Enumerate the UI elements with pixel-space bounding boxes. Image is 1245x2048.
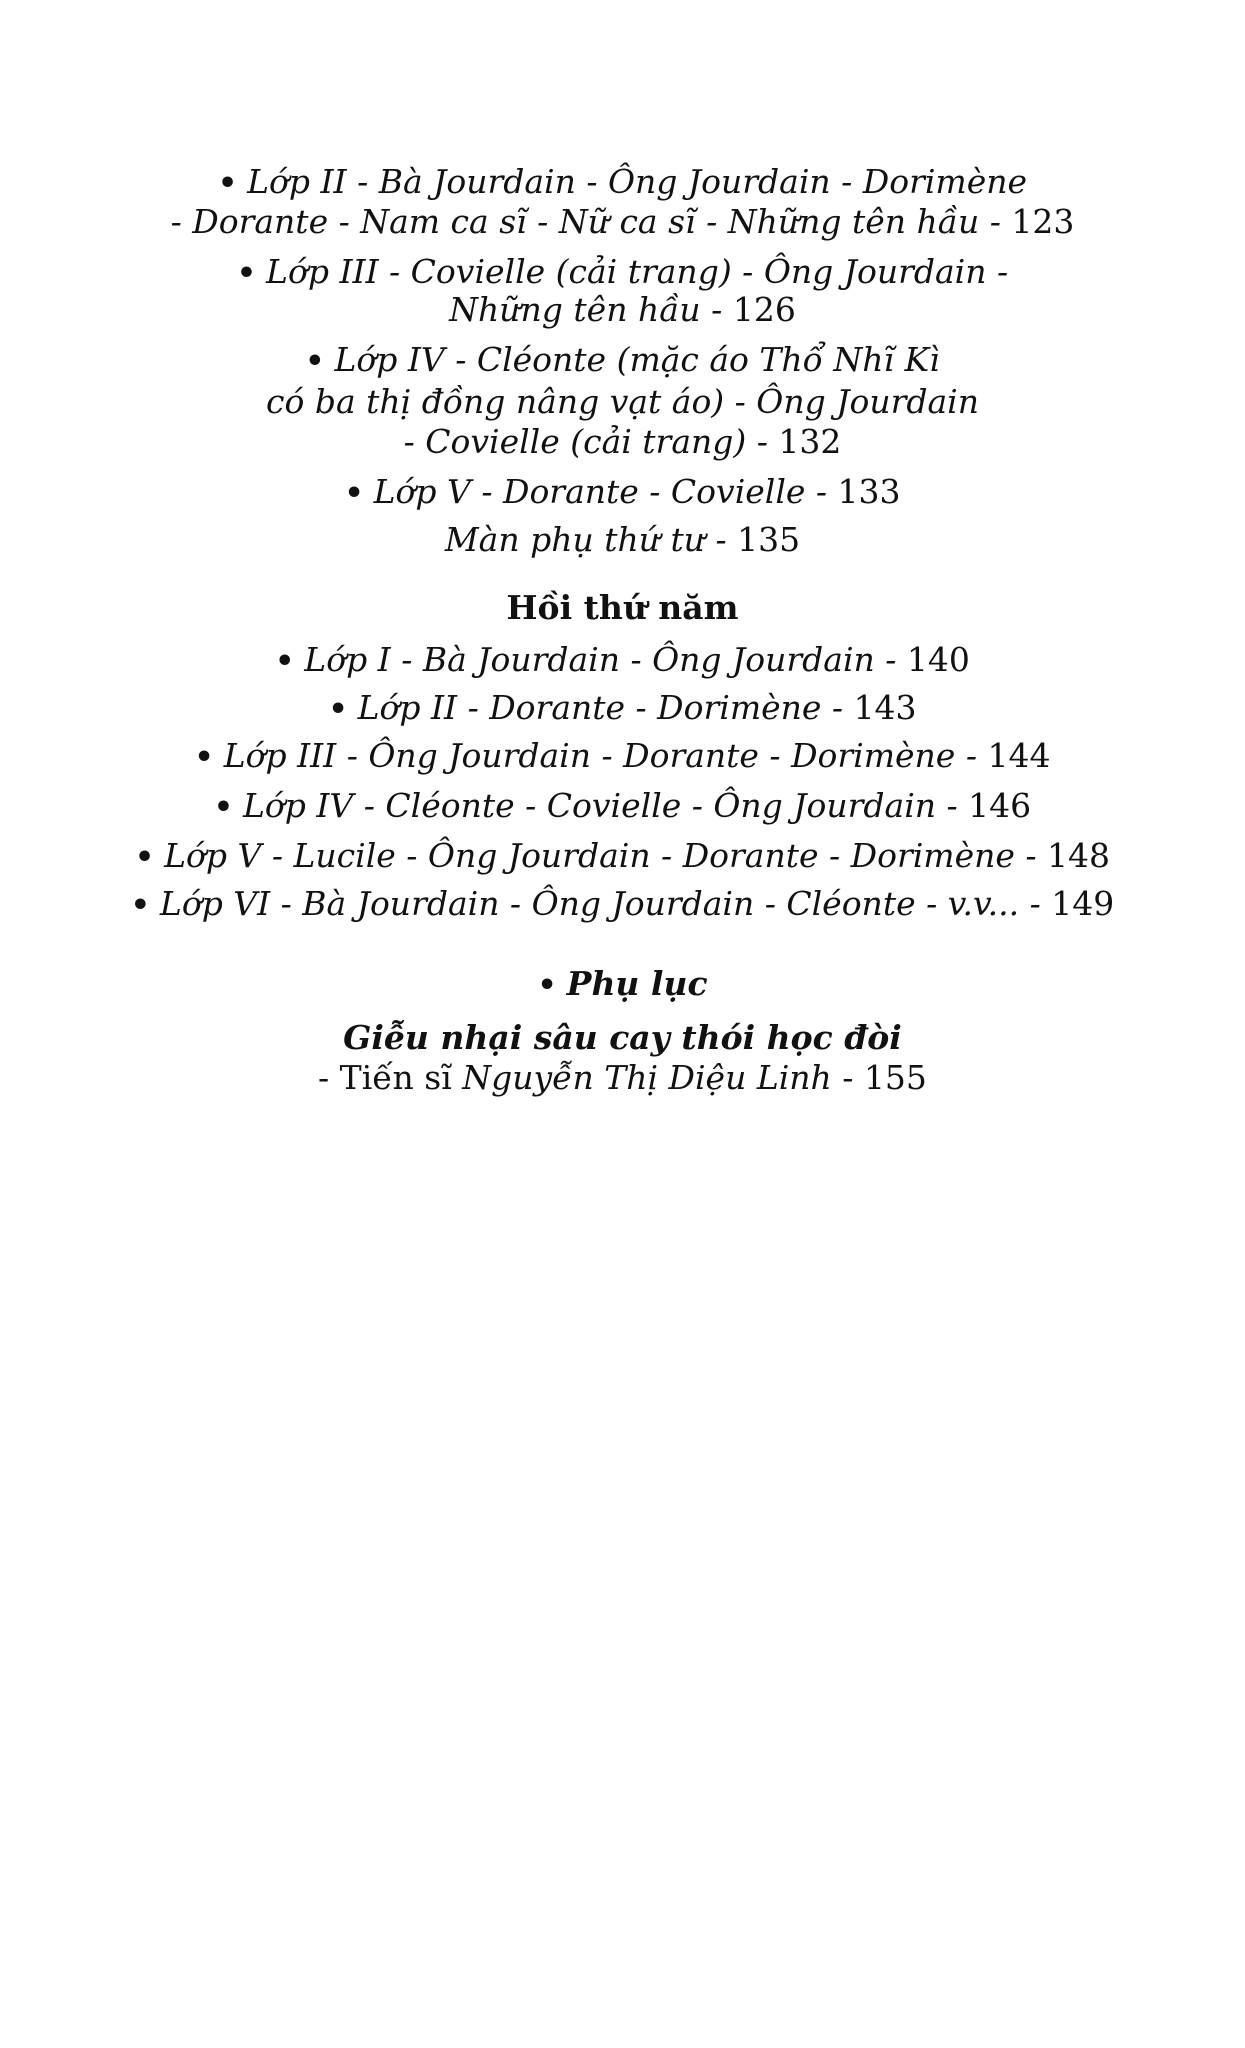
toc-entry-act4-scene3-line2 <box>0 290 1245 330</box>
toc-entry-act5-scene2 <box>0 688 1245 730</box>
entry-text: Lớp IV - Cléonte - Covielle - Ông Jourdain - <box>243 786 969 825</box>
page-number: 140 <box>906 640 970 679</box>
entry-text: Lớp VI - Bà Jourdain - Ông Jourdain - Cléonte - v.v... - <box>159 884 1052 923</box>
toc-entry-act4-scene2-line2 <box>0 202 1245 242</box>
author-separator: - <box>831 1058 864 1097</box>
toc-entry-act4-scene2-line1 <box>0 162 1245 204</box>
entry-text: - Covielle (cải trang) - <box>403 422 779 461</box>
toc-entry-act5-scene1 <box>0 640 1245 682</box>
bullet-icon: • <box>217 166 238 201</box>
toc-entry-act4-interlude <box>0 520 1245 560</box>
bullet-icon: • <box>537 968 557 1003</box>
author-prefix: - Tiến sĩ <box>318 1058 463 1097</box>
page-number: 148 <box>1047 836 1111 875</box>
appendix-heading: Phụ lục <box>566 964 708 1003</box>
entry-text: Lớp III - Ông Jourdain - Dorante - Dorimène - <box>223 736 988 775</box>
appendix-title: Giễu nhại sâu cay thói học đòi <box>343 1018 902 1057</box>
entry-text: Lớp IV - Cléonte (mặc áo Thổ Nhĩ Kì <box>334 340 940 379</box>
bullet-icon: • <box>236 256 257 291</box>
toc-entry-act4-scene4-line3 <box>0 422 1245 462</box>
page-number: 123 <box>1011 202 1075 241</box>
entry-text: Những tên hầu - <box>449 290 733 329</box>
bullet-icon: • <box>275 644 295 679</box>
toc-entry-act4-scene4-line1 <box>0 340 1245 382</box>
section-heading-act5: Hồi thứ năm <box>506 588 739 627</box>
page-number: 135 <box>737 520 801 559</box>
entry-text: - Dorante - Nam ca sĩ - Nữ ca sĩ - Những tên hầu - <box>170 202 1012 241</box>
entry-text: Lớp II - Bà Jourdain - Ông Jourdain - Dorimène <box>247 162 1028 201</box>
page-number: 143 <box>853 688 917 727</box>
page-number: 155 <box>863 1058 927 1097</box>
page-number: 126 <box>732 290 796 329</box>
toc-entry-act4-scene3-line1 <box>0 252 1245 294</box>
bullet-icon: • <box>305 344 325 379</box>
toc-entry-act4-scene4-line2 <box>0 382 1245 422</box>
entry-text: Lớp V - Lucile - Ông Jourdain - Dorante - Dorimène - <box>164 836 1048 875</box>
page-number: 144 <box>987 736 1051 775</box>
bullet-icon: • <box>194 740 214 775</box>
page-number: 146 <box>968 786 1032 825</box>
page-number: 133 <box>837 472 901 511</box>
page-number: 132 <box>778 422 842 461</box>
entry-text: có ba thị đồng nâng vạt áo) - Ông Jourdain <box>266 382 979 421</box>
entry-text: Lớp V - Dorante - Covielle - <box>373 472 838 511</box>
toc-entry-act4-scene5 <box>0 472 1245 514</box>
entry-text: Lớp III - Covielle (cải trang) - Ông Jourdain - <box>266 252 1009 291</box>
bullet-icon: • <box>134 840 155 875</box>
entry-text: Lớp II - Dorante - Dorimène - <box>357 688 854 727</box>
bullet-icon: • <box>328 692 348 727</box>
entry-text: Lớp I - Bà Jourdain - Ông Jourdain - <box>304 640 907 679</box>
bullet-icon: • <box>213 790 233 825</box>
toc-entry-act5-scene3 <box>0 736 1245 778</box>
bullet-icon: • <box>130 888 150 923</box>
toc-entry-act5-scene6 <box>0 884 1245 926</box>
toc-entry-act5-scene4 <box>0 786 1245 828</box>
bullet-icon: • <box>344 476 364 511</box>
toc-entry-act5-scene5 <box>0 836 1245 878</box>
section-heading-appendix <box>0 964 1245 1006</box>
appendix-author <box>0 1058 1245 1098</box>
page-number: 149 <box>1051 884 1115 923</box>
entry-text: Màn phụ thứ tư - <box>444 520 738 559</box>
author-name: Nguyễn Thị Diệu Linh <box>462 1058 832 1097</box>
